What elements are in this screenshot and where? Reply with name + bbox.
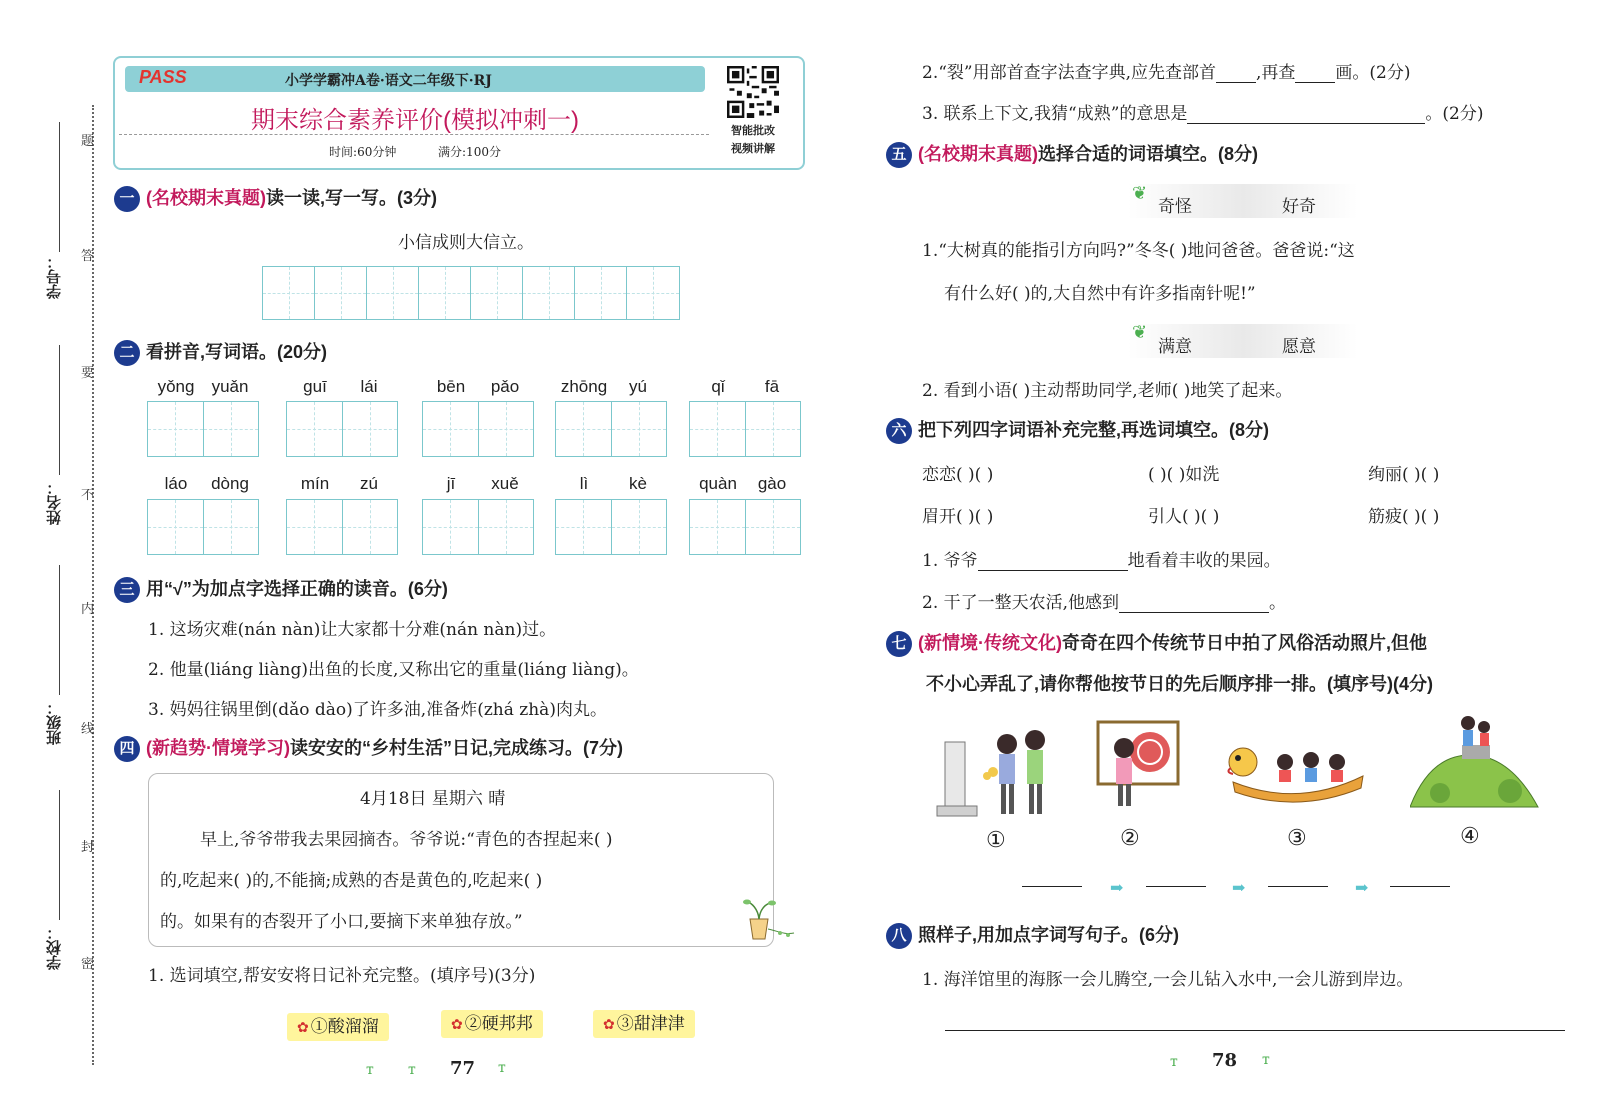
- pinyin-label: guī lái: [303, 377, 378, 396]
- answer-blank[interactable]: [1216, 82, 1256, 83]
- class-label: 班级：: [46, 700, 63, 745]
- margin-char: 不: [81, 488, 95, 503]
- margin-char: 密: [81, 957, 95, 972]
- section-5-heading: [886, 140, 1258, 168]
- pinyin-label: yǒng yuǎn: [157, 377, 249, 396]
- option-text: ③甜津津: [616, 1014, 685, 1034]
- dragon-boat-picture: [1223, 732, 1373, 808]
- section-number-badge: 五: [886, 142, 912, 168]
- arrow-right-icon: ➡: [1232, 878, 1246, 897]
- word-option: 满意: [1158, 337, 1192, 357]
- section-3-heading: [114, 575, 448, 603]
- page-number-left: 77: [450, 1058, 476, 1079]
- section-text: 读一读,写一写。(3分): [266, 188, 437, 208]
- option-text: ①酸溜溜: [310, 1017, 379, 1037]
- question-4-2: [922, 58, 1411, 83]
- section-number-badge: 七: [886, 631, 912, 657]
- picture-label: ④: [1460, 824, 1480, 849]
- section-text: 读安安的“乡村生活”日记,完成练习。(7分): [289, 738, 623, 758]
- pass-logo: PASS: [139, 67, 187, 87]
- pinyin-label: qǐ fā: [711, 377, 780, 396]
- double-ninth-picture: [1410, 715, 1540, 810]
- name-label: 姓名：: [46, 480, 63, 525]
- pinyin-label: lì kè: [579, 474, 647, 493]
- idiom-item: 恋恋( )( ): [922, 465, 994, 485]
- pinyin-label: bēn pǎo: [436, 377, 520, 396]
- question-3-2: 2. 他量(liáng liàng)出鱼的长度,又称出它的重量(liáng liàng)。: [148, 660, 639, 680]
- question-5-1b: 有什么好( )的,大自然中有许多指南针呢!”: [944, 284, 1256, 304]
- section-number-badge: 四: [114, 736, 140, 762]
- sprout-icon: ᴛ: [1170, 1054, 1178, 1070]
- answer-blank[interactable]: [1119, 612, 1269, 613]
- idiom-item: ( )( )如洗: [1148, 465, 1220, 485]
- margin-char: 要: [81, 366, 95, 381]
- question-3-1: 1. 这场灾难(nán nàn)让大家都十分难(nán nàn)过。: [148, 620, 557, 640]
- qr-label-line2: 视频讲解: [731, 142, 775, 155]
- header-divider: [119, 134, 709, 135]
- option-2[interactable]: [441, 1010, 543, 1038]
- section-8-heading: [886, 921, 1179, 949]
- pinyin-label: quàn gào: [699, 474, 787, 493]
- diary-line: 的,吃起来( )的,不能摘;成熟的杏是黄色的,吃起来( ): [160, 871, 543, 891]
- answer-box[interactable]: [689, 401, 801, 457]
- sprout-icon: ᴛ: [408, 1062, 416, 1078]
- school-label: 学校：: [46, 925, 63, 970]
- q2-text: 2.“裂”用部首查字法查字典,应先查部首: [922, 63, 1217, 83]
- section-text: 奇奇在四个传统节日中拍了风俗活动照片,但他: [1061, 633, 1427, 653]
- section-number-badge: 二: [114, 340, 140, 366]
- answer-line[interactable]: [945, 1030, 1565, 1031]
- qr-code-icon[interactable]: [727, 66, 779, 118]
- section-tag: (名校期末真题): [146, 188, 266, 208]
- copy-sentence: 小信成则大信立。: [398, 233, 534, 253]
- answer-box[interactable]: [555, 401, 667, 457]
- potted-plant-icon: [738, 893, 798, 941]
- diary-date: 4月18日 星期六 晴: [360, 789, 506, 809]
- section-number-badge: 六: [886, 418, 912, 444]
- q3-text: 3. 联系上下文,我猜“成熟”的意思是: [922, 104, 1188, 124]
- section-1-heading: [114, 184, 437, 212]
- section-text: 用“√”为加点字选择正确的读音。(6分): [146, 579, 448, 599]
- sprout-icon: ᴛ: [1262, 1052, 1270, 1068]
- section-number-badge: 一: [114, 186, 140, 212]
- option-1[interactable]: [287, 1013, 389, 1041]
- student-id-label: 学号：: [46, 254, 63, 299]
- section-number-badge: 三: [114, 577, 140, 603]
- picture-label: ②: [1120, 826, 1140, 851]
- qr-label: [718, 122, 788, 158]
- answer-box[interactable]: [422, 499, 534, 555]
- student-id-line[interactable]: [59, 122, 60, 252]
- answer-box[interactable]: [286, 401, 398, 457]
- exam-time: 时间:60分钟: [329, 145, 397, 159]
- margin-char: 内: [81, 602, 95, 617]
- question-6-1: [922, 546, 1281, 571]
- option-3[interactable]: [593, 1010, 695, 1038]
- margin-char: 答: [81, 249, 95, 264]
- writing-grid[interactable]: [262, 266, 680, 320]
- leaf-icon: ❦: [1132, 322, 1148, 343]
- q-text: 1. 爷爷: [922, 551, 978, 571]
- sprout-icon: ᴛ: [498, 1060, 506, 1076]
- question-5-1a: 1.“大树真的能指引方向吗?”冬冬( )地问爸爸。爸爸说:“这: [922, 241, 1355, 261]
- crab-icon: ✿: [297, 1020, 309, 1036]
- question-4-3: [922, 99, 1484, 124]
- school-line[interactable]: [59, 790, 60, 920]
- answer-box[interactable]: [147, 499, 259, 555]
- idiom-item: 引人( )( ): [1148, 507, 1220, 527]
- section-number-badge: 八: [886, 923, 912, 949]
- section-4-heading: [114, 734, 623, 762]
- margin-char: 线: [81, 722, 95, 737]
- pinyin-label: jī xuě: [446, 474, 519, 493]
- order-blank[interactable]: [1146, 886, 1206, 887]
- order-blank[interactable]: [1390, 886, 1450, 887]
- section-text: 把下列四字词语补充完整,再选词填空。(8分): [918, 420, 1269, 440]
- section-6-heading: [886, 416, 1269, 444]
- answer-box[interactable]: [286, 499, 398, 555]
- q2-text: ,再查: [1256, 63, 1296, 83]
- answer-box[interactable]: [689, 499, 801, 555]
- sprout-icon: ᴛ: [366, 1062, 374, 1078]
- crab-icon: ✿: [603, 1017, 615, 1033]
- arrow-right-icon: ➡: [1110, 878, 1124, 897]
- exam-header: [113, 56, 805, 170]
- qr-label-line1: 智能批改: [731, 124, 775, 137]
- q2-text: 画。(2分): [1335, 63, 1411, 83]
- option-text: ②硬邦邦: [464, 1014, 533, 1034]
- idiom-item: 筋疲( )( ): [1368, 507, 1440, 527]
- question-6-2: [922, 588, 1286, 613]
- word-option: 好奇: [1282, 197, 1316, 217]
- section-7-heading: [886, 629, 1427, 657]
- exam-meta: [115, 143, 715, 160]
- leaf-icon: ❦: [1132, 183, 1148, 204]
- section-7-text-line2: 不小心弄乱了,请你帮他按节日的先后顺序排一排。(填序号)(4分): [926, 674, 1433, 694]
- crab-icon: ✿: [451, 1017, 463, 1033]
- question-8-1: 1. 海洋馆里的海豚一会儿腾空,一会儿钻入水中,一会儿游到岸边。: [922, 970, 1414, 990]
- section-tag: (新趋势·情境学习): [146, 738, 290, 758]
- section-text: 看拼音,写词语。(20分): [146, 342, 328, 362]
- section-tag: (名校期末真题): [918, 144, 1038, 164]
- q-text: 。: [1269, 593, 1287, 613]
- q3-text: 。(2分): [1425, 104, 1484, 124]
- order-blank[interactable]: [1022, 886, 1082, 887]
- arrow-right-icon: ➡: [1355, 878, 1369, 897]
- question-3-3: 3. 妈妈往锅里倒(dǎo dào)了许多油,准备炸(zhá zhà)肉丸。: [148, 700, 607, 720]
- page-number-right: 78: [1212, 1050, 1238, 1071]
- class-line[interactable]: [59, 565, 60, 695]
- tomb-sweeping-picture: [935, 728, 1060, 820]
- answer-blank[interactable]: [1295, 82, 1335, 83]
- question-4-1: 1. 选词填空,帮安安将日记补充完整。(填序号)(3分): [148, 966, 536, 986]
- order-blank[interactable]: [1268, 886, 1328, 887]
- pinyin-label: mín zú: [300, 474, 378, 493]
- word-option: 愿意: [1282, 337, 1316, 357]
- answer-blank[interactable]: [978, 570, 1128, 571]
- picture-label: ③: [1287, 826, 1307, 851]
- margin-char: 封: [81, 840, 95, 855]
- diary-line: 早上,爷爷带我去果园摘杏。爷爷说:“青色的杏捏起来( ): [200, 830, 613, 850]
- exam-title: 期末综合素养评价(模拟冲刺一): [251, 107, 579, 134]
- q-text: 2. 干了一整天农活,他感到: [922, 593, 1120, 613]
- question-5-2: 2. 看到小语( )主动帮助同学,老师( )地笑了起来。: [922, 381, 1293, 401]
- idiom-item: 眉开( )( ): [922, 507, 994, 527]
- section-text: 选择合适的词语填空。(8分): [1038, 144, 1258, 164]
- margin-char: 题: [81, 134, 95, 149]
- section-tag: (新情境·传统文化): [918, 633, 1062, 653]
- word-option: 奇怪: [1158, 197, 1192, 217]
- section-text: 照样子,用加点字词写句子。(6分): [918, 925, 1179, 945]
- answer-box[interactable]: [422, 401, 534, 457]
- q-text: 地看着丰收的果园。: [1127, 551, 1281, 571]
- series-title: 小学学霸冲A卷·语文二年级下·RJ: [285, 73, 492, 89]
- spring-festival-picture: [1092, 718, 1184, 810]
- pinyin-label: zhōng yú: [560, 377, 647, 396]
- exam-score: 满分:100分: [438, 145, 501, 159]
- diary-line: 的。如果有的杏裂开了小口,要摘下来单独存放。”: [160, 912, 523, 932]
- answer-blank[interactable]: [1187, 123, 1425, 124]
- pinyin-label: láo dòng: [164, 474, 249, 493]
- picture-label: ①: [986, 828, 1006, 853]
- answer-box[interactable]: [147, 401, 259, 457]
- name-line[interactable]: [59, 345, 60, 475]
- idiom-item: 绚丽( )( ): [1368, 465, 1440, 485]
- answer-box[interactable]: [555, 499, 667, 555]
- section-2-heading: [114, 338, 327, 366]
